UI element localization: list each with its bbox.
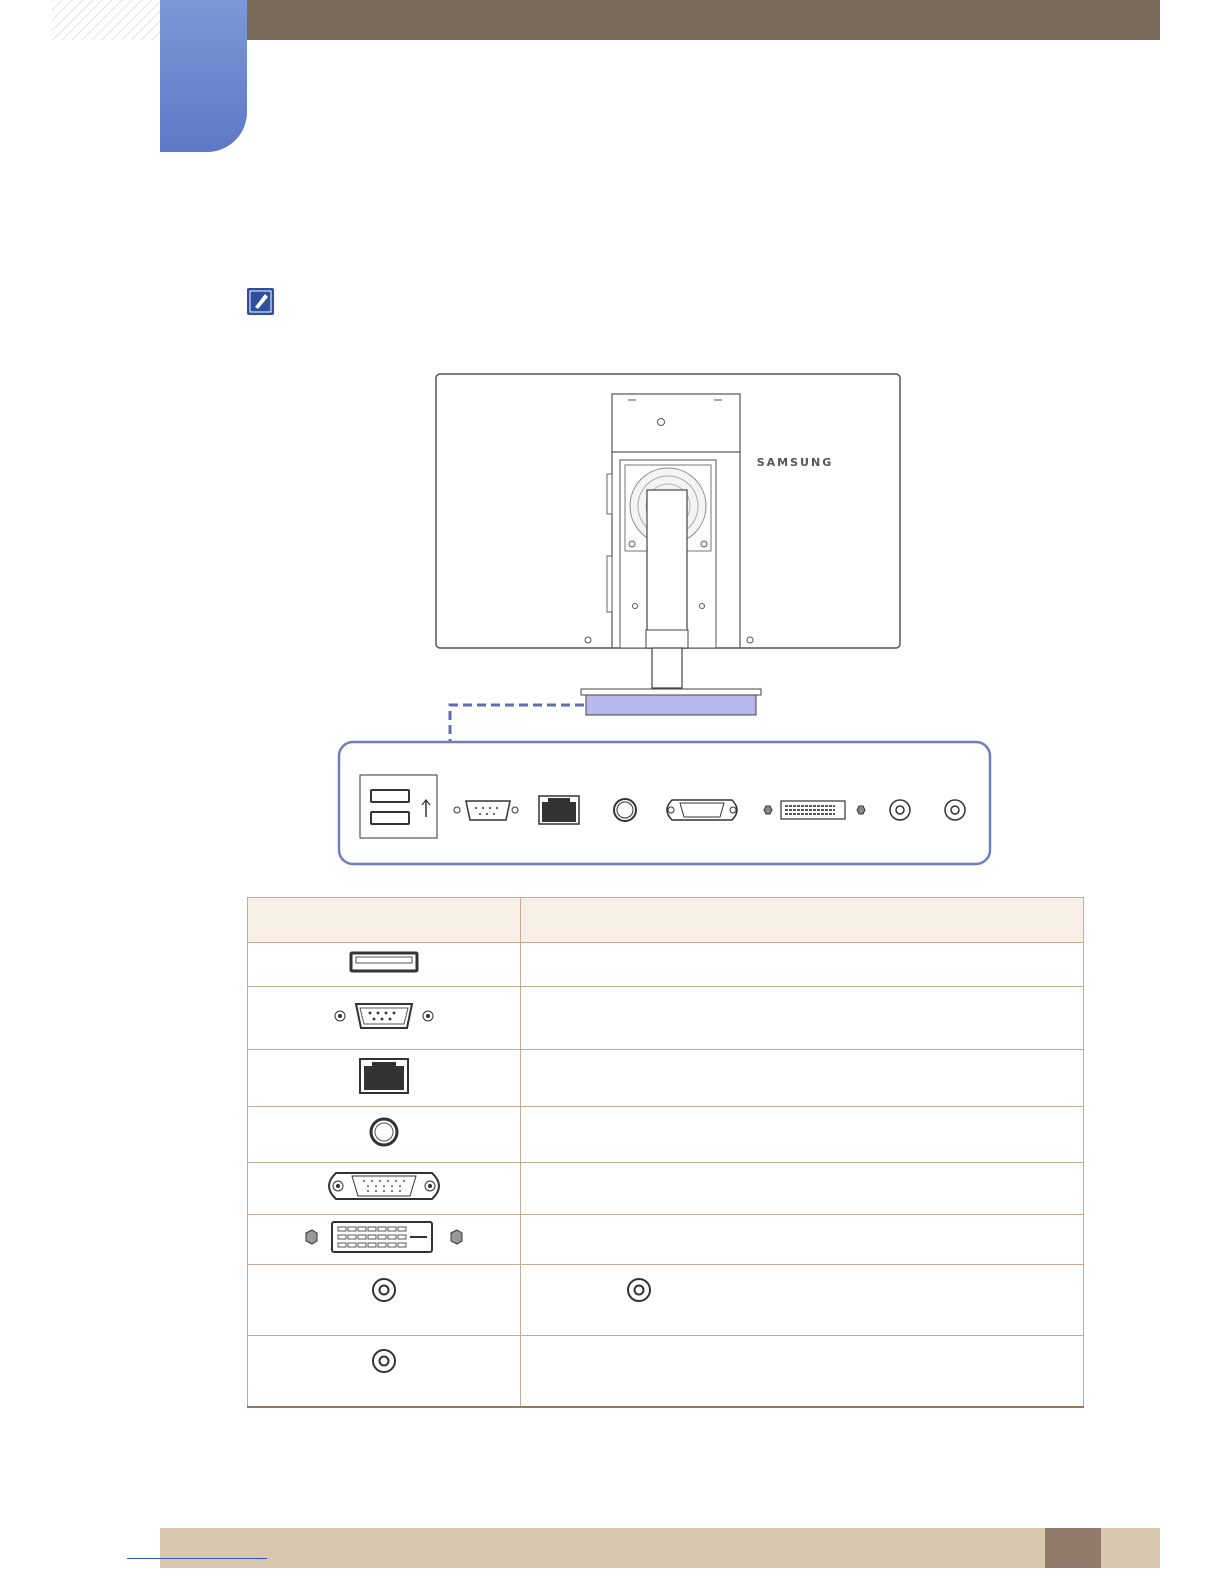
table-row <box>248 943 1084 987</box>
samsung-logo <box>757 456 833 469</box>
port-icon-cell <box>248 1265 521 1336</box>
port-description-cell <box>520 1336 1083 1407</box>
stand-base-port-strip <box>586 695 756 715</box>
coaxial-port-icon <box>371 1277 397 1303</box>
footer-bar <box>160 1528 1160 1568</box>
table-header-port <box>248 898 521 943</box>
usb-port-icon <box>349 950 419 974</box>
monitor-rear-figure <box>330 368 1000 873</box>
table-row <box>248 987 1084 1050</box>
table-header-description <box>520 898 1083 943</box>
rs232c-port-icon <box>332 1000 436 1032</box>
note-pencil-icon <box>247 288 274 315</box>
port-icon-cell <box>248 1336 521 1407</box>
port-description-cell <box>520 1215 1083 1265</box>
table-row <box>248 1215 1084 1265</box>
port-description-cell <box>520 987 1083 1050</box>
table-row <box>248 1107 1084 1163</box>
rj45-port-icon <box>358 1057 410 1095</box>
footer-page-box <box>1045 1528 1101 1568</box>
table-row <box>248 1265 1084 1336</box>
chapter-tab <box>160 0 247 152</box>
port-description-cell <box>520 943 1083 987</box>
port-icon-cell <box>248 943 521 987</box>
stand-base <box>581 689 761 695</box>
stand-top-block <box>612 394 740 452</box>
port-icon-cell <box>248 1163 521 1215</box>
port-icon-cell <box>248 987 521 1050</box>
port-description-cell <box>520 1050 1083 1107</box>
table-row <box>248 1163 1084 1215</box>
port-description-cell <box>520 1107 1083 1163</box>
coaxial-port-icon <box>626 1277 652 1303</box>
audio-jack-icon <box>614 799 636 821</box>
port-table <box>247 897 1084 1408</box>
port-description-cell <box>520 1163 1083 1215</box>
usb-port-icon <box>360 775 437 838</box>
port-icon-cell <box>248 1050 521 1107</box>
rj45-port-icon <box>539 796 579 824</box>
header-hatch-pattern <box>52 0 160 40</box>
stand-neck <box>647 490 687 648</box>
table-header-row <box>248 898 1084 943</box>
coaxial-port-icon <box>945 800 965 820</box>
dvi-port-icon <box>302 1219 466 1255</box>
port-icon-cell <box>248 1107 521 1163</box>
port-icon-cell <box>248 1215 521 1265</box>
brand-logo-text: SAMSUNG <box>756 456 834 469</box>
coaxial-port-icon <box>890 800 910 820</box>
coaxial-port-icon <box>371 1348 397 1374</box>
header-bar <box>247 0 1160 40</box>
vga-port-icon <box>322 1170 446 1202</box>
callout-connector <box>450 705 584 742</box>
table-row <box>248 1336 1084 1407</box>
vga-port-icon <box>667 800 737 820</box>
audio-jack-icon <box>368 1116 400 1148</box>
port-description-cell <box>520 1265 1083 1336</box>
footer-link-underline[interactable] <box>127 1558 267 1559</box>
table-row <box>248 1050 1084 1107</box>
